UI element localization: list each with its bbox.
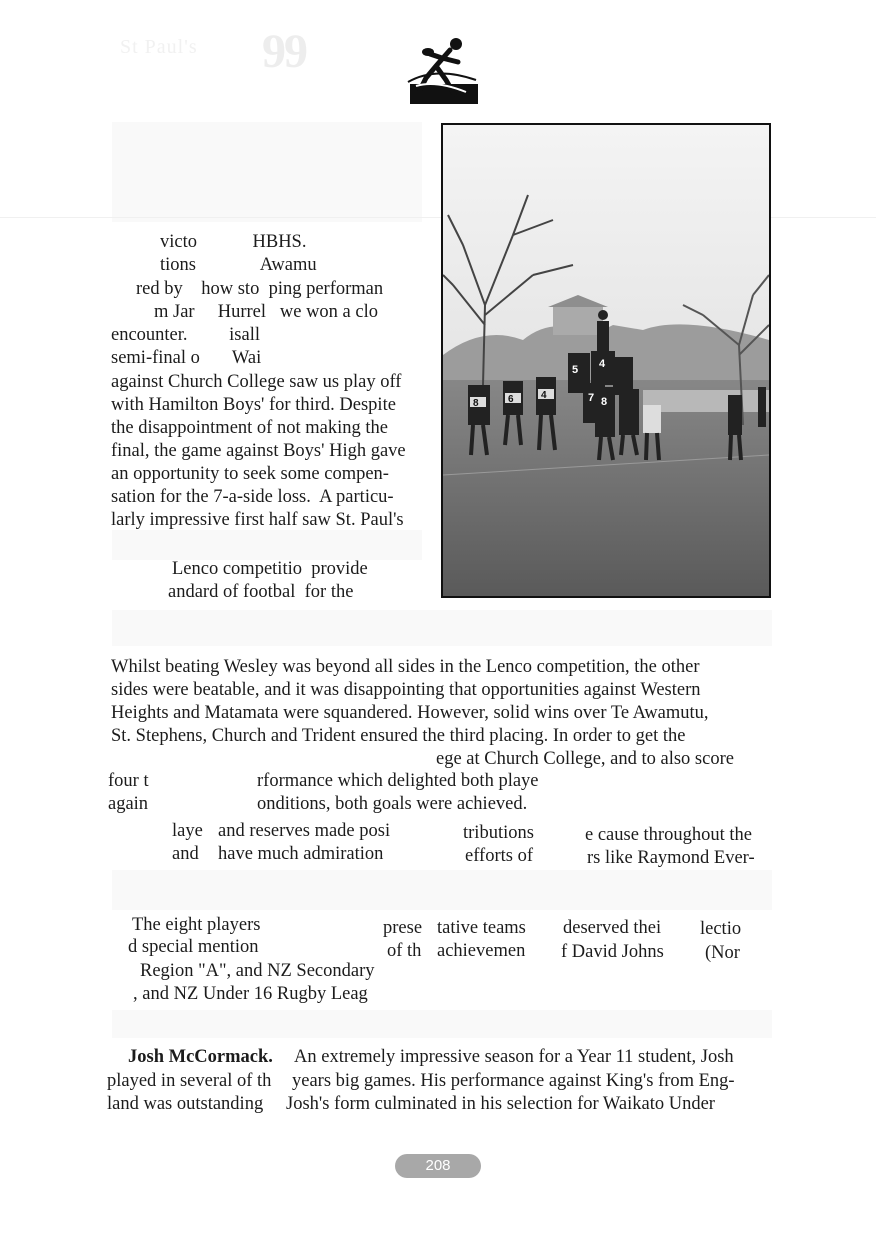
faded-text-block	[112, 610, 772, 646]
faded-text-block	[112, 122, 422, 222]
paragraph-line: sides were beatable, and it was disappointing that opportunities against Western	[111, 680, 701, 700]
jersey-number: 8	[473, 398, 479, 409]
jersey-number: 5	[572, 364, 579, 376]
column-line: tions Awamu	[160, 255, 317, 275]
column-line: victo HBHS.	[160, 232, 307, 252]
paragraph-fragment: ege at Church College, and to also score	[436, 749, 734, 769]
header-year: 99	[262, 25, 306, 78]
reserves-fragment: laye	[172, 821, 203, 841]
column-line: the disappointment of not making the	[111, 418, 388, 438]
faded-text-block	[112, 870, 772, 910]
page-number: 208	[395, 1154, 481, 1178]
jersey-number: 4	[599, 358, 606, 370]
paragraph-line: Heights and Matamata were squandered. However, solid wins over Te Awamutu,	[111, 703, 709, 723]
selection-fragment: Region "A", and NZ Secondary	[140, 961, 375, 981]
column-line: an opportunity to seek some compen-	[111, 464, 389, 484]
selection-fragment: tative teams	[437, 918, 526, 938]
column-line: encounter. isall	[111, 325, 260, 345]
selection-fragment: d special mention	[128, 937, 259, 957]
column-line: red by how sto ping performan	[136, 279, 384, 299]
selection-fragment: deserved thei	[563, 918, 662, 938]
paragraph-fragment: onditions, both goals were achieved.	[257, 794, 528, 814]
column-line: larly impressive first half saw St. Paul's	[111, 510, 404, 530]
selection-fragment: f David Johns	[561, 942, 664, 962]
selection-fragment: (Nor	[705, 943, 740, 963]
paragraph-fragment: again	[108, 794, 149, 814]
paragraph-fragment: rformance which delighted both playe	[257, 771, 539, 791]
rugby-player-icon	[406, 36, 478, 104]
reserves-fragment: rs like Raymond Ever-	[587, 848, 755, 868]
header-faded-word: St Paul's	[120, 36, 198, 58]
reserves-fragment: tributions	[463, 823, 534, 843]
lenco-line: andard of footbal for the	[168, 582, 354, 602]
reserves-fragment: e cause throughout the	[585, 825, 752, 845]
reserves-fragment: and reserves made posi	[218, 821, 391, 841]
reserves-fragment: have much admiration	[218, 844, 384, 864]
selection-fragment: achievemen	[437, 941, 526, 961]
player-name: Josh McCormack.	[128, 1047, 273, 1067]
paragraph-line: Whilst beating Wesley was beyond all sides in the Lenco competition, the other	[111, 657, 700, 677]
selection-fragment: , and NZ Under 16 Rugby Leag	[133, 984, 368, 1004]
selection-fragment: lectio	[700, 919, 742, 939]
rugby-lineout-photo	[441, 123, 771, 598]
paragraph-fragment: land was outstanding	[107, 1094, 264, 1114]
jersey-number: 7	[588, 392, 595, 404]
selection-fragment: The eight players	[132, 915, 261, 935]
column-line: m Jar Hurrel we won a clo	[154, 302, 378, 322]
column-line: final, the game against Boys' High gave	[111, 441, 406, 461]
paragraph-line: St. Stephens, Church and Trident ensured the third placing. In order to get the	[111, 726, 686, 746]
paragraph-fragment: Josh's form culminated in his selection for Waikato Under	[286, 1094, 715, 1114]
paragraph-line: An extremely impressive season for a Year 11 student, Josh	[294, 1047, 734, 1067]
reserves-fragment: efforts of	[465, 846, 533, 866]
paragraph-fragment: years big games. His performance against King's from Eng-	[292, 1071, 735, 1091]
column-line: sation for the 7-a-side loss. A particu-	[111, 487, 394, 507]
jersey-number: 8	[601, 396, 608, 408]
selection-fragment: of th	[387, 941, 422, 961]
column-line: against Church College saw us play off	[111, 372, 402, 392]
jersey-number: 4	[541, 390, 547, 401]
selection-fragment: prese	[383, 918, 423, 938]
column-line: with Hamilton Boys' for third. Despite	[111, 395, 396, 415]
faded-text-block	[112, 530, 422, 560]
faded-text-block	[112, 1010, 772, 1038]
paragraph-fragment: four t	[108, 771, 149, 791]
reserves-fragment: and	[172, 844, 199, 864]
column-line: semi-final o Wai	[111, 348, 262, 368]
jersey-number: 6	[508, 394, 514, 405]
paragraph-fragment: played in several of th	[107, 1071, 272, 1091]
lenco-line: Lenco competitio provide	[172, 559, 368, 579]
